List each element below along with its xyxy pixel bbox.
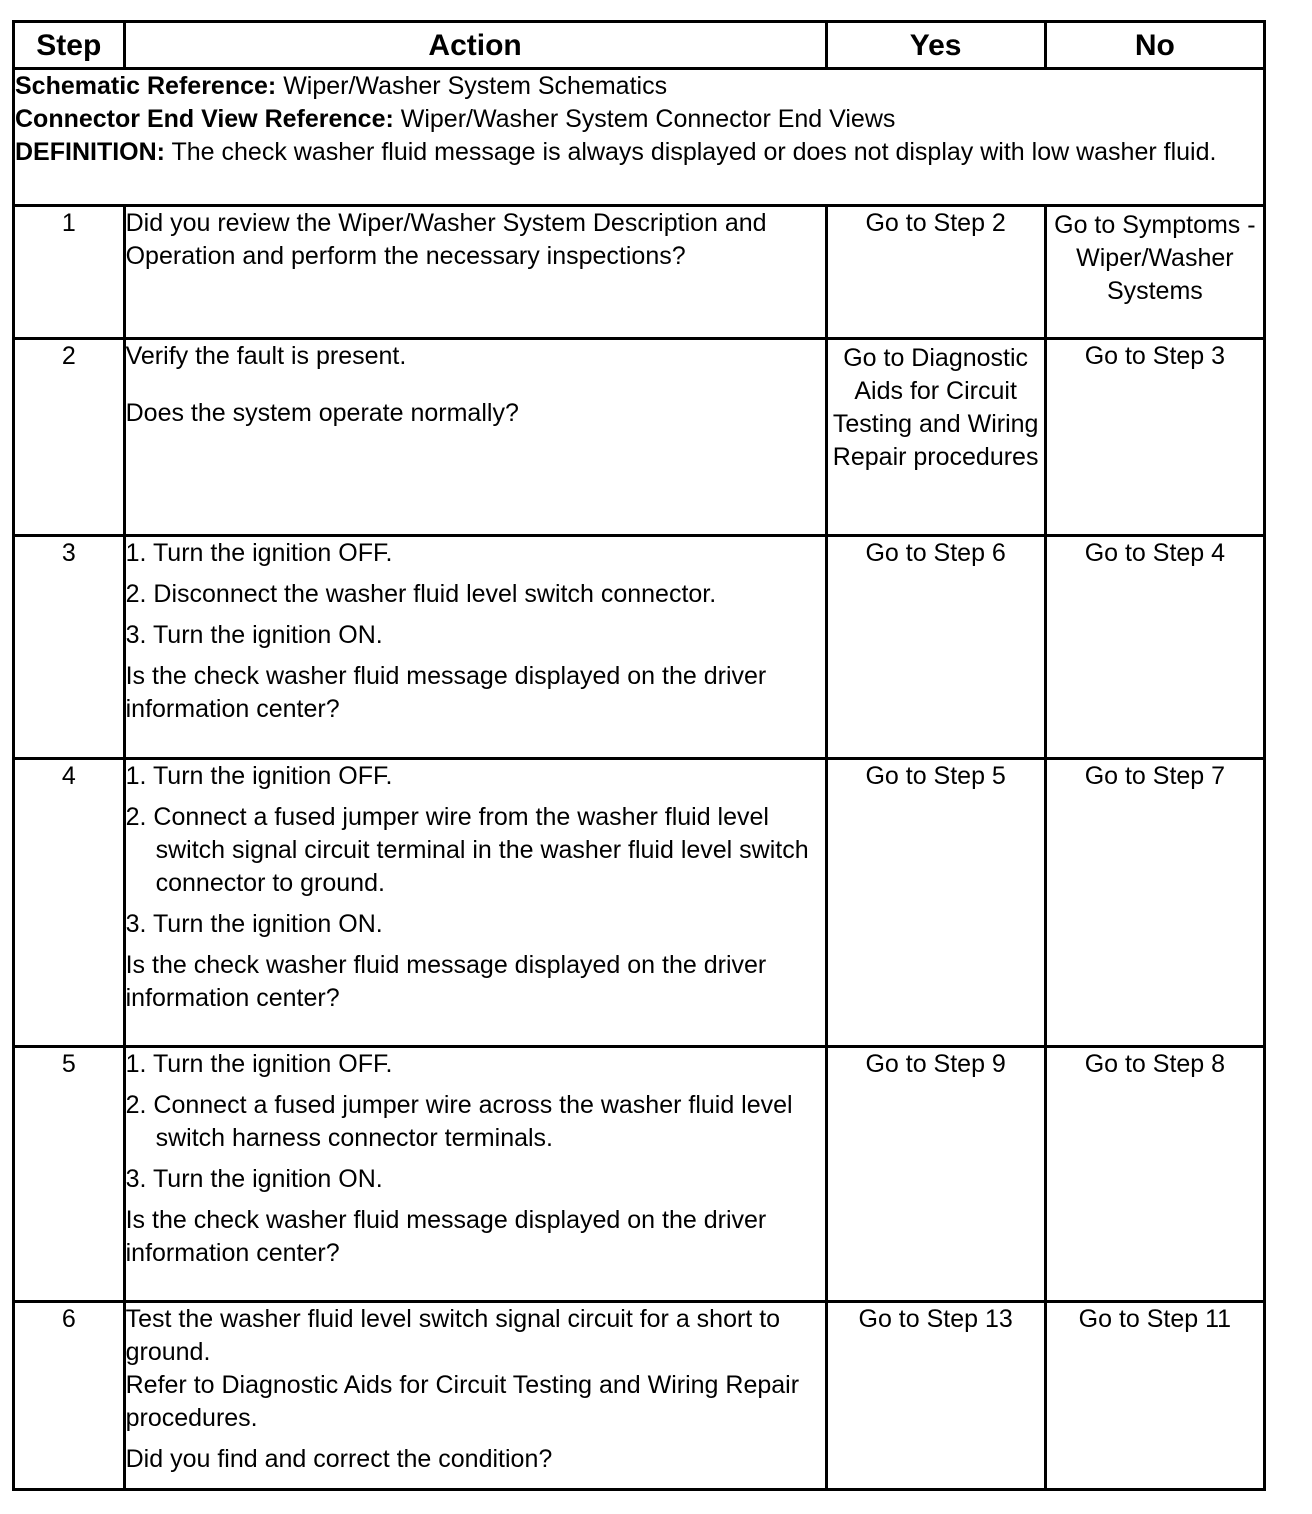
table-row [14, 1302, 1265, 1490]
step-action: 1. Turn the ignition OFF. 2. Connect a fused jumper wire from the washer fluid level switch signal circuit terminal in the washer fluid level switch connector to ground. 3. Turn the ignition ON. Is the check washer fluid message displayed on the driver information center? [124, 759, 826, 1047]
header-row [14, 22, 1265, 69]
step-yes: Go to Step 13 [826, 1302, 1045, 1490]
step-no: Go to Symptoms - Wiper/Washer Systems [1045, 206, 1264, 339]
step-action: Test the washer fluid level switch signal circuit for a short to ground. Refer to Diagnostic Aids for Circuit Testing and Wiring Repair procedures. Did you find and correct the condition? [124, 1302, 826, 1490]
table-row [14, 536, 1265, 759]
step-yes: Go to Diagnostic Aids for Circuit Testing and Wiring Repair procedures [826, 339, 1045, 536]
step-action: 1. Turn the ignition OFF. 2. Disconnect the washer fluid level switch connector. 3. Turn the ignition ON. Is the check washer fluid message displayed on the driver information center? [124, 536, 826, 759]
header-step: Step [14, 22, 125, 69]
diagnostic-table [12, 20, 1266, 1491]
step-no: Go to Step 8 [1045, 1047, 1264, 1302]
step-number: 3 [14, 536, 125, 759]
step-action: Verify the fault is present. Does the system operate normally? [124, 339, 826, 536]
table-row [14, 206, 1265, 339]
step-action: 1. Turn the ignition OFF. 2. Connect a fused jumper wire across the washer fluid level switch harness connector terminals. 3. Turn the ignition ON. Is the check washer fluid message displayed on the driver information center? [124, 1047, 826, 1302]
header-yes: Yes [826, 22, 1045, 69]
step-yes: Go to Step 6 [826, 536, 1045, 759]
step-no: Go to Step 11 [1045, 1302, 1264, 1490]
table-row [14, 1047, 1265, 1302]
step-no: Go to Step 7 [1045, 759, 1264, 1047]
step-number: 5 [14, 1047, 125, 1302]
schematic-reference: Schematic Reference: Wiper/Washer System Schematics [15, 72, 668, 100]
step-yes: Go to Step 2 [826, 206, 1045, 339]
step-no: Go to Step 3 [1045, 339, 1264, 536]
connector-reference: Connector End View Reference: Wiper/Washer System Connector End Views [15, 105, 896, 133]
step-number: 1 [14, 206, 125, 339]
step-yes: Go to Step 5 [826, 759, 1045, 1047]
step-number: 6 [14, 1302, 125, 1490]
step-number: 4 [14, 759, 125, 1047]
intro-row [14, 69, 1265, 206]
intro-cell [14, 69, 1265, 206]
step-no: Go to Step 4 [1045, 536, 1264, 759]
table-row [14, 759, 1265, 1047]
definition: DEFINITION: The check washer fluid message is always displayed or does not display with low washer fluid. [15, 138, 1217, 166]
header-action: Action [124, 22, 826, 69]
table-row [14, 339, 1265, 536]
step-number: 2 [14, 339, 125, 536]
step-yes: Go to Step 9 [826, 1047, 1045, 1302]
header-no: No [1045, 22, 1264, 69]
step-action: Did you review the Wiper/Washer System Description and Operation and perform the necessary inspections? [124, 206, 826, 339]
